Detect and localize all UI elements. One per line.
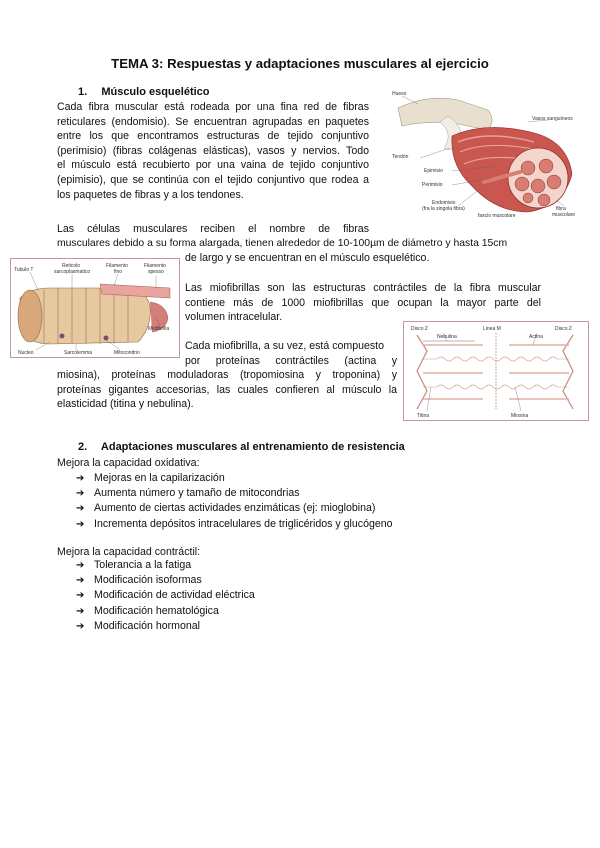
label-linea-m: Linea M [483, 326, 501, 332]
list-item-text: Mejoras en la capilarización [94, 472, 225, 484]
section-1-title: Músculo esquelético [101, 86, 210, 98]
text-line: musculares debido a su forma alargada, tienen alrededor de 10-100µm de diámetro y hasta 15cm [57, 237, 508, 249]
label-fibra: fibra [556, 206, 566, 212]
arrow-icon: ➔ [76, 518, 85, 530]
label-filamento-fino: Filamento [106, 263, 128, 269]
list-item [76, 588, 255, 603]
label-nebulina: Nebulina [437, 334, 457, 340]
text-line: de largo y se encuentran en el músculo esquelético. [185, 252, 430, 264]
list-contractile [76, 558, 255, 634]
arrow-icon: ➔ [76, 620, 85, 632]
list-oxidative [76, 471, 393, 532]
text-line: Cada fibra muscular está rodeada por una fina red de fibras [57, 101, 369, 113]
paragraph-myofibril-proteins-cont [57, 368, 397, 412]
label-epimisio: Epimisio [424, 168, 443, 174]
label-reticolo: Reticolo [62, 263, 81, 269]
label-fascio: fascio muscolare [478, 213, 516, 219]
label-nucleo: Nucleo [18, 350, 34, 356]
paragraph-myofibrils [185, 281, 541, 325]
arrow-icon: ➔ [76, 575, 85, 587]
list-item-text: Aumento de ciertas actividades enzimáticas (ej: mioglobina) [94, 502, 376, 515]
label-actina: Actina [529, 334, 543, 340]
section-2-title: Adaptaciones musculares al entrenamiento de resistencia [100, 441, 405, 453]
list-item-text: Modificación de actividad eléctrica [94, 589, 255, 602]
list-item-text: Incrementa depósitos intracelulares de triglicéridos y glucógeno [94, 517, 393, 530]
list-item [76, 558, 255, 573]
list-item [76, 517, 393, 532]
label-vasos: Vasos sanguíneos [532, 116, 573, 122]
text-line: proteínas gigantes accesorias, las cuales confieren al músculo la [57, 383, 397, 396]
label-disco-z-left: Disco Z [411, 326, 428, 332]
group-contractile-title: Mejora la capacidad contráctil: [57, 546, 201, 558]
list-item [76, 486, 393, 501]
list-item-text: Aumenta número y tamaño de mitocondrias [94, 487, 300, 500]
text-line: Las miofibrillas son las estructuras contráctiles de la fibra muscular [185, 282, 541, 294]
text-line: los paquetes de fibras y a los tendones. [57, 188, 244, 201]
label-filamento-spesso-sub: spesso [148, 269, 164, 275]
list-item [76, 619, 255, 634]
section-1-heading [78, 86, 210, 98]
label-tendon: Tendón [392, 154, 409, 160]
text-line: miosina), proteínas moduladoras (tropomiosina y troponina) y [57, 369, 397, 381]
text-line: Cada miofibrilla, a su vez, está compuesto [185, 340, 385, 352]
arrow-icon: ➔ [76, 503, 85, 515]
label-titina: Titina [417, 413, 430, 419]
label-disco-z-right: Disco Z [555, 326, 572, 332]
list-item [76, 604, 255, 619]
text-line: (perimisio) (fibras colágenas elásticas), vasos y nervios. Todo [57, 144, 369, 157]
label-filamento-spesso: Filamento [144, 263, 166, 269]
paragraph-muscle-cells [57, 222, 543, 251]
label-endomisio-sub: (fra la singola fibra) [422, 206, 465, 212]
text-line: Las células musculares reciben el nombre de fibras [57, 223, 369, 235]
label-tubulo: Tubulo T [14, 267, 34, 273]
label-fibra-sub: muscolare [552, 212, 576, 218]
section-2-heading [78, 441, 405, 453]
list-item [76, 471, 393, 486]
muscle-fiber-figure [10, 258, 180, 358]
sarcomere-figure [403, 321, 589, 421]
label-endomisio: Endomisio [432, 200, 456, 206]
section-2-number: 2. [78, 441, 88, 453]
arrow-icon: ➔ [76, 560, 85, 571]
group-oxidative-title: Mejora la capacidad oxidativa: [57, 457, 200, 469]
list-item-text: Tolerancia a la fatiga [94, 559, 192, 571]
page-title: TEMA 3: Respuestas y adaptaciones musculares al ejercicio [111, 56, 489, 71]
list-item-text: Modificación isoformas [94, 574, 202, 587]
text-line: (epimisio), que se continúa con el tejido conjuntivo que rodea a [57, 173, 369, 186]
label-hueso: Hueso [392, 91, 407, 97]
muscle-anatomy-figure [388, 86, 580, 220]
list-item-text: Modificación hematológica [94, 604, 219, 617]
text-line: reticulares (endomisio). Se encuentran agrupadas en paquetes [57, 115, 369, 128]
label-mitocondrio: Mitocondrio [114, 350, 140, 356]
text-line: volumen intracelular. [185, 311, 283, 324]
section-1-number: 1. [78, 86, 88, 98]
text-line: elasticidad (titina y nebulina). [57, 398, 194, 411]
list-item [76, 501, 393, 516]
text-line: entre los que encontramos estructuras de tejido conjuntivo [57, 130, 369, 143]
arrow-icon: ➔ [76, 473, 85, 484]
label-filamento-fino-sub: fino [114, 269, 123, 275]
paragraph-muscle-structure [57, 100, 369, 202]
text-line: por proteínas contráctiles (actina y [185, 354, 397, 367]
arrow-icon: ➔ [76, 605, 85, 617]
label-miosina: Miosina [511, 413, 529, 419]
label-reticolo-sub: sarcoplasmatico [54, 269, 91, 275]
list-item [76, 573, 255, 588]
text-line: contiene más de 1000 miofibrillas que ocupan la mayor parte del [185, 296, 541, 309]
arrow-icon: ➔ [76, 488, 85, 500]
label-sarcolemma: Sarcolemma [64, 350, 93, 356]
label-miofibrilla: Miofibrilla [148, 326, 170, 332]
text-line: el músculo está recubierto por una vaina de tejido conjuntivo [57, 159, 369, 172]
label-perimisio: Perimisio [422, 182, 443, 188]
arrow-icon: ➔ [76, 590, 85, 602]
list-item-text: Modificación hormonal [94, 619, 200, 632]
paragraph-myofibril-proteins [185, 339, 397, 368]
